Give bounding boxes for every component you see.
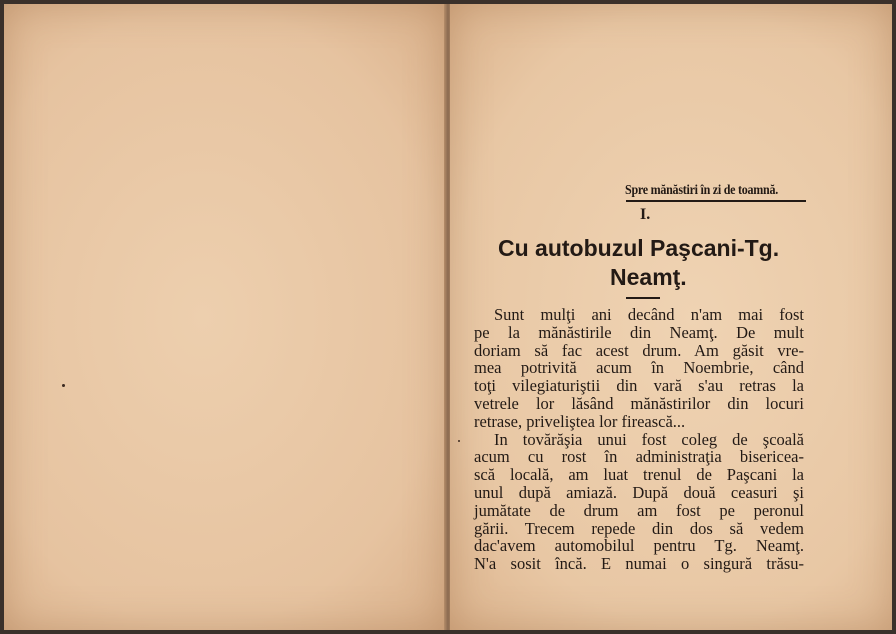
chapter-title-line-1: Cu autobuzul Paşcani-Tg. — [498, 235, 780, 261]
body-line: pe la mănăstirile din Neamţ. De mult — [474, 322, 804, 342]
body-line: In tovărăşia unui fost coleg de şcoală — [494, 429, 804, 449]
body-line: Sunt mulţi ani decând n'am mai fost — [494, 305, 804, 324]
ink-speck — [458, 440, 460, 442]
title-divider — [626, 297, 660, 299]
running-head-rule — [626, 200, 806, 202]
body-line: jumătate de drum am fost pe peronul — [474, 500, 804, 520]
body-text — [474, 306, 804, 573]
body-line: acum cu rost în administraţia bisericea- — [474, 447, 804, 467]
chapter-numeral: I. — [640, 206, 651, 223]
body-line: dac'avem automobilul pentru Tg. Neamţ. — [474, 536, 804, 556]
ink-speck — [62, 384, 65, 387]
body-line: gării. Trecem repede din dos să vedem — [474, 518, 804, 538]
body-line: N'a sosit încă. E numai o singură trăsu- — [474, 554, 804, 574]
running-head: Spre mănăstiri în zi de toamnă. — [625, 183, 778, 198]
left-page — [4, 4, 446, 630]
body-line: doriam să fac acest drum. Am găsit vre- — [474, 340, 804, 360]
body-line: mea potrivită acum în Noembrie, când — [474, 358, 804, 378]
body-line: toţi vilegiaturiştii din vară s'au retras la — [474, 376, 804, 396]
chapter-title-line-2: Neamţ. — [610, 264, 687, 290]
body-line: scă locală, am luat trenul de Paşcani la — [474, 465, 804, 485]
body-line: vetrele lor lăsând mănăstirilor din locuri — [474, 393, 804, 413]
body-line: retrase, priveliştea lor firească... — [474, 411, 686, 431]
body-line: unul după amiază. După două ceasuri şi — [474, 482, 804, 502]
